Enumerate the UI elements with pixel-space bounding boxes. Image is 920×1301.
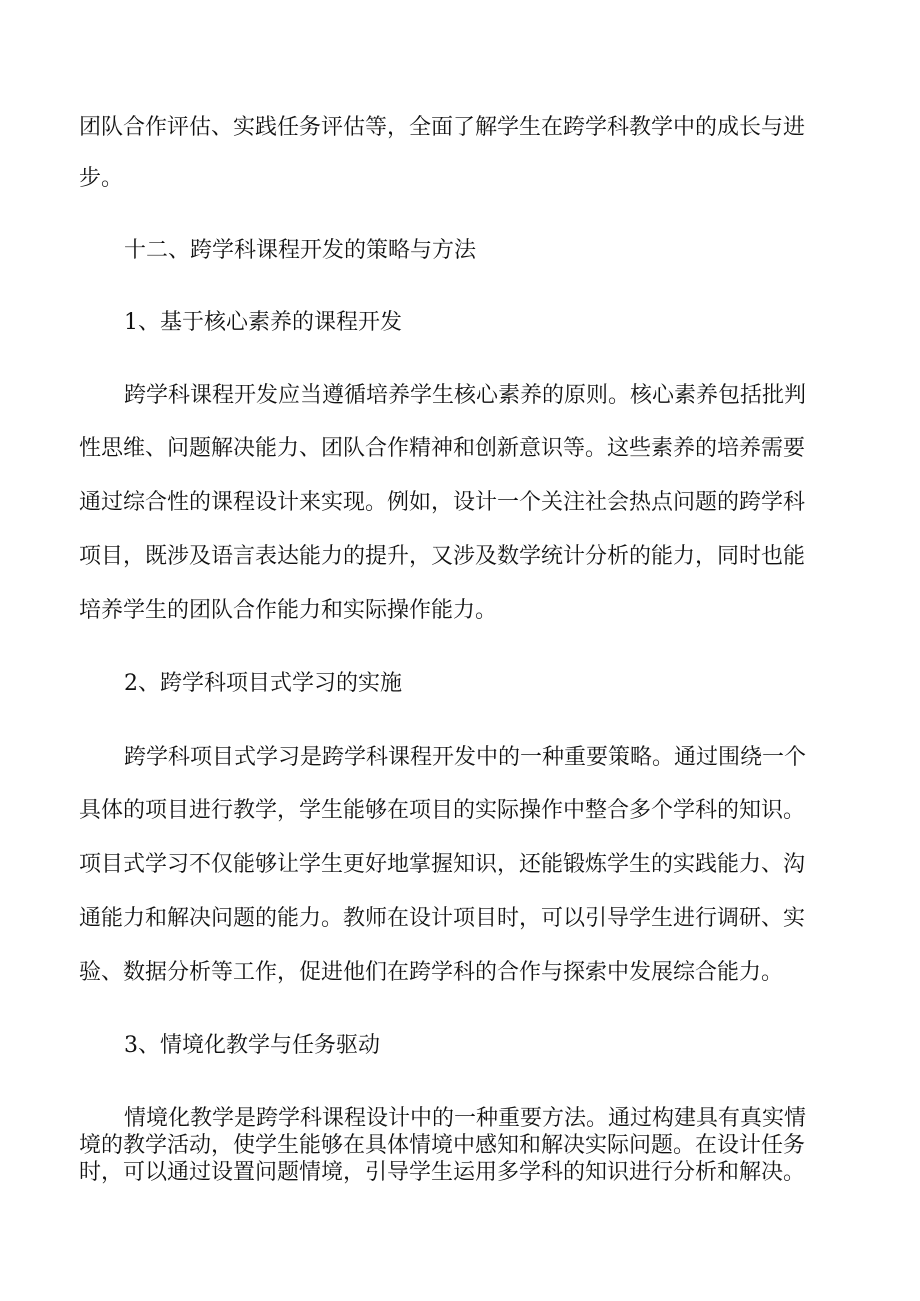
- body-text-line: 通能力和解决问题的能力。教师在设计项目时，可以引导学生进行调研、实: [79, 906, 806, 931]
- subsection-heading: 3、情境化教学与任务驱动: [124, 1033, 380, 1058]
- section-title: 十二、跨学科课程开发的策略与方法: [124, 238, 477, 263]
- body-text-line: 项目，既涉及语言表达能力的提升，又涉及数学统计分析的能力，同时也能: [79, 544, 806, 569]
- body-text-line: 验、数据分析等工作，促进他们在跨学科的合作与探索中发展综合能力。: [79, 960, 784, 985]
- body-text-line: 时，可以通过设置问题情境，引导学生运用多学科的知识进行分析和解决。: [79, 1160, 806, 1185]
- body-text-line: 性思维、问题解决能力、团队合作精神和创新意识等。这些素养的培养需要: [79, 436, 806, 461]
- body-text-line: 培养学生的团队合作能力和实际操作能力。: [79, 598, 498, 623]
- paragraph-first-line: 跨学科课程开发应当遵循培养学生核心素养的原则。核心素养包括批判: [124, 383, 807, 408]
- body-text-line: 通过综合性的课程设计来实现。例如，设计一个关注社会热点问题的跨学科: [79, 490, 806, 515]
- paragraph-first-line: 情境化教学是跨学科课程设计中的一种重要方法。通过构建具有真实情: [124, 1106, 807, 1131]
- paragraph-first-line: 跨学科项目式学习是跨学科课程开发中的一种重要策略。通过围绕一个: [124, 745, 807, 770]
- body-text-line: 项目式学习不仅能够让学生更好地掌握知识，还能锻炼学生的实践能力、沟: [79, 852, 806, 877]
- body-text-line: 境的教学活动，使学生能够在具体情境中感知和解决实际问题。在设计任务: [79, 1133, 806, 1158]
- body-text-line: 团队合作评估、实践任务评估等，全面了解学生在跨学科教学中的成长与进: [79, 115, 806, 140]
- body-text-line: 具体的项目进行教学，学生能够在项目的实际操作中整合多个学科的知识。: [79, 798, 806, 823]
- subsection-heading: 2、跨学科项目式学习的实施: [124, 671, 402, 696]
- subsection-heading: 1、基于核心素养的课程开发: [124, 310, 402, 335]
- body-text-line: 步。: [79, 166, 124, 191]
